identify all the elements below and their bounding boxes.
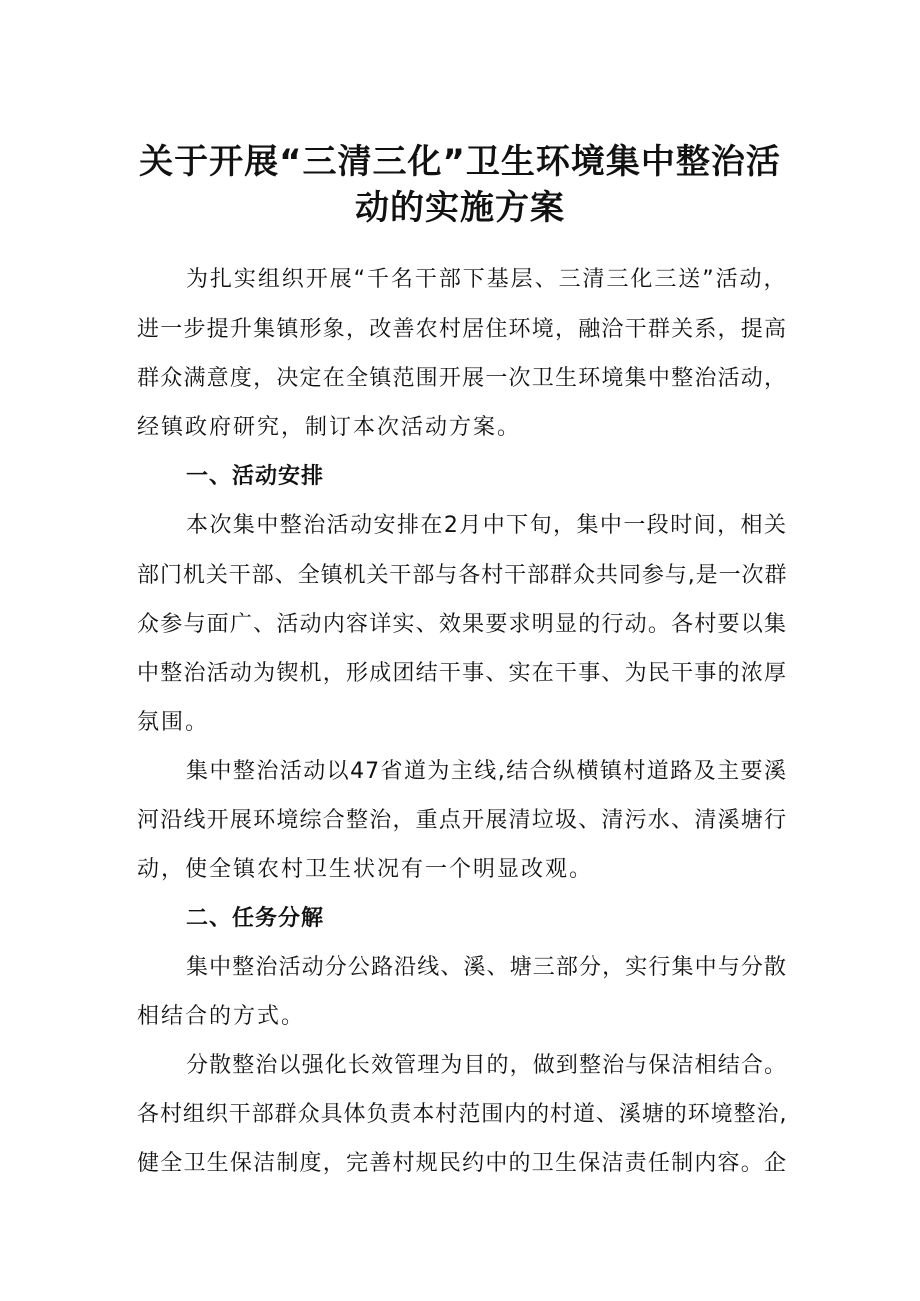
document-title-line-1: 关于开展“三清三化”卫生环境集中整治活 [139,142,781,182]
intro-line-2: 进一步提升集镇形象，改善农村居住环境，融洽干群关系，提高 [137,317,787,342]
section2-para1-line-1: 集中整治活动分公路沿线、溪、塘三部分，实行集中与分散 [186,955,787,980]
section1-para1-line-1: 本次集中整治活动安排在2月中下旬，集中一段时间，相关 [186,513,787,538]
section1-para2-line-3: 动，使全镇农村卫生状况有一个明显改观。 [137,857,594,882]
section1-para1-line-5: 氛围。 [137,710,210,735]
section1-para1-line-2: 部门机关干部、全镇机关干部与各村干部群众共同参与,是一次群 [137,563,787,588]
section2-para2-line-1: 分散整治以强化长效管理为目的，做到整治与保洁相结合。 [186,1053,787,1078]
section2-para2-line-2: 各村组织干部群众具体负责本村范围内的村道、溪塘的环境整治, [137,1102,787,1127]
intro-line-1: 为扎实组织开展“千名干部下基层、三清三化三送”活动， [186,267,787,292]
section1-para2-line-1: 集中整治活动以47省道为主线,结合纵横镇村道路及主要溪 [186,759,787,784]
section1-para1-line-4: 中整治活动为锲机，形成团结干事、实在干事、为民干事的浓厚 [137,661,787,686]
section2-para2-line-3: 健全卫生保洁制度，完善村规民约中的卫生保洁责任制内容。企 [137,1151,787,1176]
intro-line-4: 经镇政府研究，制订本次活动方案。 [137,415,522,440]
document-title-line-2: 动的实施方案 [355,188,565,228]
section-heading-activity-arrangement: 一、活动安排 [186,464,325,489]
section2-para1-line-2: 相结合的方式。 [137,1004,306,1029]
section1-para1-line-3: 众参与面广、活动内容详实、效果要求明显的行动。各村要以集 [137,612,787,637]
section-heading-task-breakdown: 二、任务分解 [186,906,325,931]
intro-line-3: 群众满意度，决定在全镇范围开展一次卫生环境集中整治活动， [137,366,787,391]
section1-para2-line-2: 河沿线开展环境综合整治，重点开展清垃圾、清污水、清溪塘行 [137,808,787,833]
